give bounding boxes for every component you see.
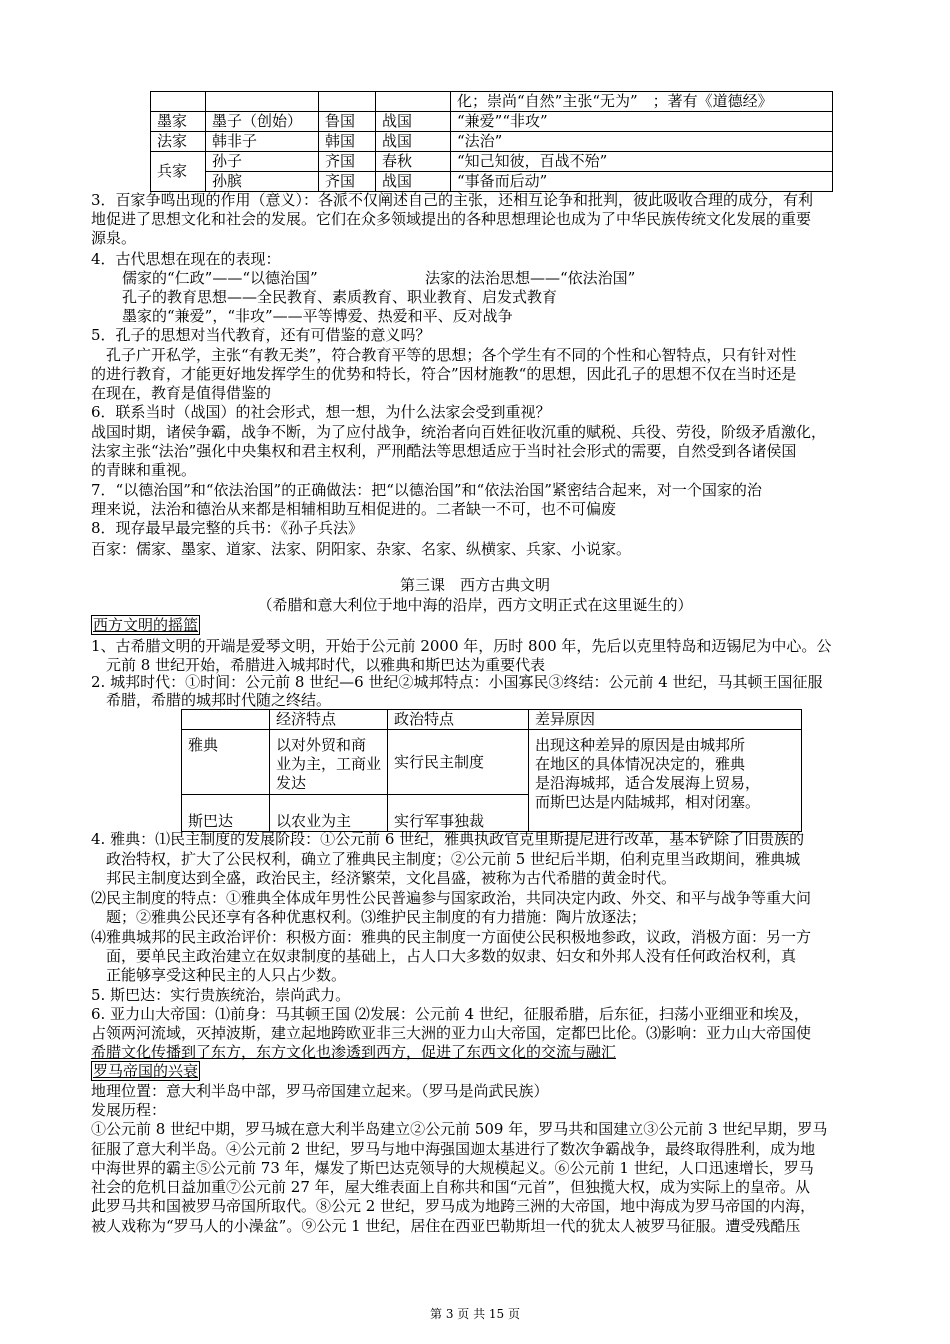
table-cell: 实行民主制度 xyxy=(388,730,529,795)
section-heading-text: 西方文明的摇篮 xyxy=(93,616,199,634)
paragraph-line: 孔子广开私学，主张“有教无类”，符合教育平等的思想；各个学生有不同的个性和心智特点，只有针对性 xyxy=(106,346,797,364)
paragraph-line: 元前 8 世纪开始，希腊进入城邦时代，以雅典和斯巴达为重要代表 xyxy=(106,656,546,674)
table-cell: 韩非子 xyxy=(206,132,319,152)
table-row xyxy=(182,710,802,730)
cell-line: 而斯巴达是内陆城邦，相对闭塞。 xyxy=(535,793,761,811)
table-cell: 齐国 xyxy=(319,172,376,192)
table-cell: “知己知彼，百战不殆” xyxy=(451,152,833,172)
table-row xyxy=(151,92,833,112)
table-cell: 战国 xyxy=(376,112,451,132)
table-cell: 差异原因 xyxy=(529,710,802,730)
paragraph-line: 政治特权，扩大了公民权利，确立了雅典民主制度；②公元前 5 世纪后半期，伯利克里当政期间，雅典城 xyxy=(106,850,801,868)
table-cell: “事备而后动” xyxy=(451,172,833,192)
paragraph-line: 战国时期，诸侯争霸，战争不断，为了应付战争，统治者向百姓征收沉重的赋税、兵役、劳役，阶级矛盾激化， xyxy=(91,423,827,441)
section-heading-text: 罗马帝国的兴衰 xyxy=(93,1062,199,1080)
paragraph-line: 5．孔子的思想对当代教育，还有可借鉴的意义吗？ xyxy=(91,326,431,344)
table-cell: 韩国 xyxy=(319,132,376,152)
page-footer: 第 3 页 共 15 页 xyxy=(430,1307,520,1321)
paragraph-line: 的进行教育，才能更好地发挥学生的优势和特长，符合”因材施教“的思想，因此孔子的思想不仅在当时还是 xyxy=(91,365,797,383)
paragraph-line: 希腊文化传播到了东方，东方文化也渗透到西方，促进了东西文化的交流与融汇 xyxy=(91,1043,617,1061)
paragraph-line: 发展历程： xyxy=(91,1101,167,1119)
paragraph-line: 题；②雅典公民还享有各种优惠权利。⑶维护民主制度的有力措施：陶片放逐法； xyxy=(106,908,647,926)
table-cell: 法家 xyxy=(151,132,206,152)
table-cell xyxy=(182,710,270,730)
table-cell: “法治” xyxy=(451,132,833,152)
cell-line: 是沿海城邦，适合发展海上贸易， xyxy=(535,774,761,792)
table-cell: 化；崇尚“自然”主张“无为” ；著有《道德经》 xyxy=(451,92,833,112)
table-cell: 孙膑 xyxy=(206,172,319,192)
section-heading xyxy=(91,1062,200,1081)
paragraph-line: 4．古代思想在现在的表现： xyxy=(91,250,281,268)
paragraph-line: 在现在，教育是值得借鉴的 xyxy=(91,384,272,402)
paragraph-line: 4. 雅典：⑴民主制度的发展阶段：①公元前 6 世纪，雅典执政官克里斯提尼进行改革，基本铲除了旧贵族的 xyxy=(91,830,805,848)
paragraph-line: 占领两河流域，灭掉波斯，建立起地跨欧亚非三大洲的亚力山大帝国，定都巴比伦。⑶影响：亚力山大帝国使 xyxy=(91,1024,812,1042)
paragraph-line: 征服了意大利半岛。④公元前 2 世纪，罗马与地中海强国迦太基进行了数次争霸战争，最终取得胜利，成为地 xyxy=(91,1140,816,1158)
city-state-table xyxy=(181,709,802,832)
paragraph-line: ①公元前 8 世纪中期，罗马城在意大利半岛建立②公元前 509 年，罗马共和国建立③公元前 3 世纪早期，罗马 xyxy=(91,1120,828,1138)
table-cell: 齐国 xyxy=(319,152,376,172)
table-row xyxy=(151,152,833,172)
table-cell xyxy=(376,92,451,112)
table-cell: 墨家 xyxy=(151,112,206,132)
table-row xyxy=(182,730,802,795)
table-cell: 以农业为主 xyxy=(270,795,388,832)
paragraph-line: 的青睐和重视。 xyxy=(91,461,197,479)
paragraph-line: 中海世界的霸主⑤公元前 73 年，爆发了斯巴达克领导的大规模起义。⑥公元前 1 世纪，人口迅速增长，罗马 xyxy=(91,1159,814,1177)
cell-line: 发达 xyxy=(276,774,307,792)
table-cell: 政治特点 xyxy=(388,710,529,730)
paragraph-line: 5. 斯巴达：实行贵族统治，崇尚武力。 xyxy=(91,986,351,1004)
paragraph-line: 此罗马共和国被罗马帝国所取代。⑧公元 2 世纪，罗马成为地跨三洲的大帝国，地中海成为罗马帝国的内海， xyxy=(91,1197,816,1215)
paragraph-line: 面，要单民主政治建立在奴隶制度的基础上，占人口大多数的奴隶、妇女和外邦人没有任何政治权利，真 xyxy=(106,947,797,965)
cell-line: 在地区的具体情况决定的，雅典 xyxy=(535,755,746,773)
paragraph-line: 6．联系当时（战国）的社会形式，想一想，为什么法家会受到重视？ xyxy=(91,403,551,421)
paragraph-line: 2. 城邦时代：①时间：公元前 8 世纪—6 世纪②城邦特点：小国寡民③终结：公元前 4 世纪，马其顿王国征服 xyxy=(91,673,823,691)
table-cell xyxy=(151,92,206,112)
table-row xyxy=(151,132,833,152)
cell-line: 以对外贸和商 xyxy=(276,736,367,754)
paragraph-line: 希腊，希腊的城邦时代随之终结。 xyxy=(106,691,332,709)
paragraph-line: 邦民主制度达到全盛，政治民主，经济繁荣，文化昌盛，被称为古代希腊的黄金时代。 xyxy=(106,869,677,887)
table-cell xyxy=(206,92,319,112)
table-cell xyxy=(319,92,376,112)
table-cell: 经济特点 xyxy=(270,710,388,730)
paragraph-line: 法家的法治思想——“依法治国” xyxy=(425,269,636,287)
paragraph-line: ⑷雅典城邦的民主政治评价：积极方面：雅典的民主制度一方面使公民积极地参政，议政，消极方面：另一方 xyxy=(91,928,812,946)
table-row xyxy=(151,172,833,192)
table-cell: 战国 xyxy=(376,132,451,152)
table-cell: 实行军事独裁 xyxy=(388,795,529,832)
paragraph-line: 地理位置：意大利半岛中部，罗马帝国建立起来。（罗马是尚武民族） xyxy=(91,1082,549,1100)
paragraph-line: 正能够享受这种民主的人只占少数。 xyxy=(106,966,347,984)
paragraph-line: 1、古希腊文明的开端是爱琴文明，开始于公元前 2000 年，历时 800 年，先后以克里特岛和迈锡尼为中心。公 xyxy=(91,637,832,655)
paragraph-line: 理来说，法治和德治从来都是相辅相助互相促进的。二者缺一不可，也不可偏废 xyxy=(91,500,617,518)
paragraph-line: 孔子的教育思想——全民教育、素质教育、职业教育、启发式教育 xyxy=(122,288,558,306)
paragraph-line: 8．现存最早最完整的兵书：《孙子兵法》 xyxy=(91,519,364,537)
paragraph-line: 被人戏称为“罗马人的小澡盆”。⑨公元 1 世纪，居住在西亚巴勒斯坦一代的犹太人被罗马征服。遭受残酷压 xyxy=(91,1217,801,1235)
table-cell: 鲁国 xyxy=(319,112,376,132)
paragraph-line: 6. 亚力山大帝国：⑴前身：马其顿王国 ⑵发展：公元前 4 世纪，征服希腊，后东征，扫荡小亚细亚和埃及， xyxy=(91,1005,809,1023)
paragraph-line: 7．“以德治国”和“依法治国”的正确做法：把“以德治国”和“依法治国”紧密结合起来，对一个国家的治 xyxy=(91,481,762,499)
cell-line: 业为主，工商业 xyxy=(276,755,382,773)
schools-table xyxy=(150,91,833,192)
section-heading xyxy=(91,616,200,635)
table-row xyxy=(151,112,833,132)
paragraph-line: 百家：儒家、墨家、道家、法家、阴阳家、杂家、名家、纵横家、兵家、小说家。 xyxy=(91,540,632,558)
lesson-subtitle: （希腊和意大利位于地中海的沿岸，西方文明正式在这里诞生的） xyxy=(257,596,693,614)
paragraph-line: 社会的危机日益加重⑦公元前 27 年，屋大维表面上自称共和国“元首”，但独揽大权，成为实际上的皇帝。从 xyxy=(91,1178,810,1196)
table-cell: 孙子 xyxy=(206,152,319,172)
paragraph-line: 墨家的“兼爱”，“非攻”——平等博爱、热爱和平、反对战争 xyxy=(122,307,513,325)
table-cell xyxy=(529,730,802,832)
paragraph-line: 源泉。 xyxy=(91,229,137,247)
lesson-title: 第三课 西方古典文明 xyxy=(399,576,550,594)
table-cell: 战国 xyxy=(376,172,451,192)
table-cell: 春秋 xyxy=(376,152,451,172)
paragraph-line: 儒家的“仁政”——“以德治国” xyxy=(122,269,318,287)
table-cell: 兵家 xyxy=(151,152,206,192)
table-cell: 雅典 xyxy=(182,730,270,795)
paragraph-line: 法家主张“法治”强化中央集权和君主权利，严刑酷法等思想适应于当时社会形式的需要，自然受到各诸侯国 xyxy=(91,442,797,460)
table-cell: 墨子（创始） xyxy=(206,112,319,132)
table-cell: “兼爱”“非攻” xyxy=(451,112,833,132)
cell-line: 出现这种差异的原因是由城邦所 xyxy=(535,736,746,754)
table-cell xyxy=(270,730,388,795)
paragraph-line: ⑵民主制度的特点：①雅典全体成年男性公民普遍参与国家政治，共同决定内政、外交、和平与战争等重大问 xyxy=(91,889,812,907)
table-cell: 斯巴达 xyxy=(182,795,270,832)
paragraph-line: 3．百家争鸣出现的作用（意义）：各派不仅阐述自己的主张，还相互论争和批判，彼此吸收合理的成分，有利 xyxy=(91,191,814,209)
paragraph-line: 地促进了思想文化和社会的发展。它们在众多领域提出的各种思想理论也成为了中华民族传统文化发展的重要 xyxy=(91,210,812,228)
